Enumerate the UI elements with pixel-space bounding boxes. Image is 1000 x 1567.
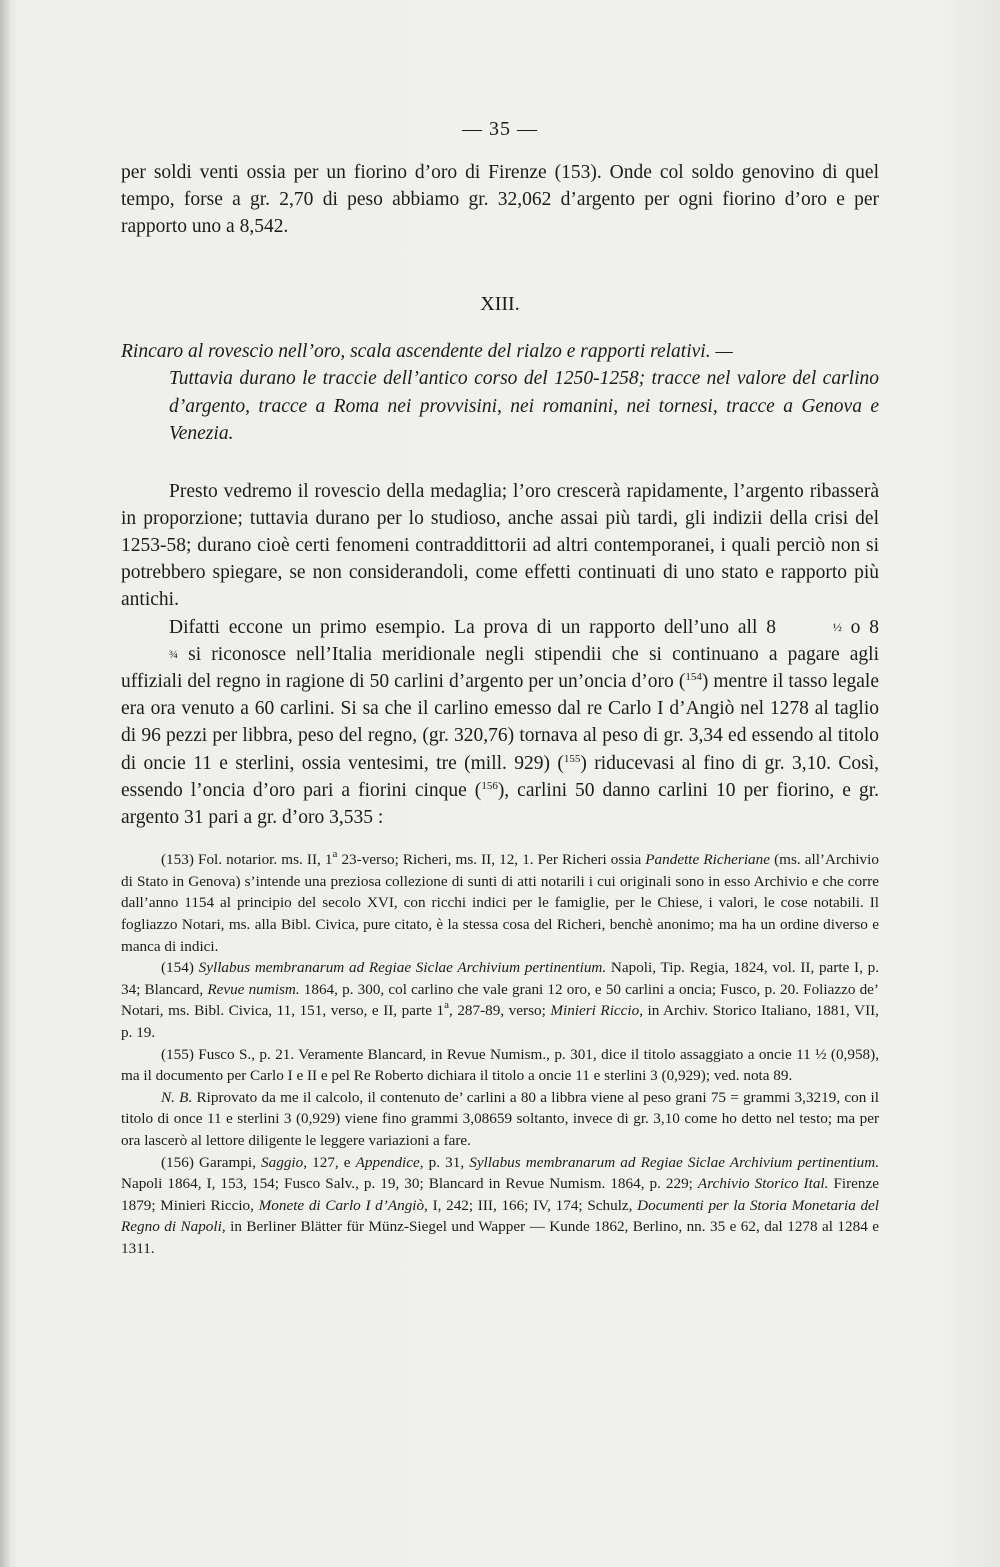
footnote-text: Napoli 1864, I, 153, 154; Fusco Salv., p. 19, 30; Blancard in Revue Numism. 1864, p. 229; [121,1175,698,1193]
fraction-half: ½ [832,619,842,634]
body-p2-text-b: si riconosce nell’Italia meridionale negli stipendii che si continuano a pagare agli uffiziali del regno in ragione di 50 carlini d’argento per un’oncia d’oro ( [121,643,879,693]
section-summary-rest: Tuttavia durano le traccie dell’antico corso del 1250-1258; tracce nel valore del carlino d’argento, tracce a Roma nei provvisini, nei romanini, nei tornesi, tracce a Genova e Venezia. [169,368,879,445]
footnote-155 [121,1044,879,1087]
footnote-title: Archivio Storico Ital. [697,1175,829,1193]
footnote-title: Saggio [261,1153,304,1171]
section-summary-title: Rincaro al rovescio nell’oro, scala ascendente del rialzo e rapporti relativi. — [121,340,733,362]
footnote-text: Garampi, [193,1153,262,1171]
footnote-title: Minieri Riccio [550,1002,640,1020]
section-summary [121,338,879,448]
page-number: — 35 — [462,118,538,140]
footnote-mark: (155) [161,1045,194,1063]
footnote-title: Syllabus membranarum ad Regiae Siclae Archivium pertinentium. [198,959,607,977]
body-p2-text-d: ) riducevasi al fino di gr. 3,10. Così, essendo l’oncia d’oro pari a fiorini cinque ( [121,752,879,801]
footnote-text: 1864, p. 300, col carlino che vale grani 12 oro, e 50 carlini a oncia; Fusco, p. 20. Foliazzo de’ Notari, ms. Bibl. Civica, 11, 151, verso, e II, parte 1 [121,980,879,1020]
footnote-title: Monete di Carlo I d’Angiò [258,1196,425,1214]
footnote-ref-155: 155 [563,752,581,765]
footnote-text: Fusco S., p. 21. Veramente Blancard, in Revue Numism., p. 301, dice il titolo assaggiato a oncie 11 ½ (0,958), ma il documento per Carlo I e II e pel Re Roberto dichiara il titolo a oncie 11 e sterlini 3 (0,929); ved. nota 89. [121,1045,879,1085]
fraction-three-quarters: ¾ [169,646,178,661]
footnote-title: Syllabus membranarum ad Regiae Siclae Archivium pertinentium. [469,1153,879,1171]
footnote-text: , in Berliner Blätter für Münz-Siegel und Wapper — Kunde 1862, Berlino, nn. 35 e 62, dal 1278 al 1284 e 1311. [121,1218,879,1257]
opening-paragraph: per soldi venti ossia per un fiorino d’oro di Firenze (153). Onde col soldo genovino di quel tempo, forse a gr. 2,70 di peso abbiamo gr. 32,062 d’argento per ogni fiorino d’oro e per rapporto uno a 8,542. [121,162,879,238]
footnote-153 [121,849,879,957]
footnote-156 [121,1152,879,1260]
footnote-text: Firenze 1879; Minieri Riccio, [121,1175,879,1214]
footnote-sup: a [332,848,338,861]
footnote-title: Documenti per la Storia Monetaria del Regno di Napoli [121,1196,880,1236]
footnote-sup: a [444,999,449,1012]
footnote-ref-154: 154 [685,671,702,684]
footnote-text: 23-verso; Richeri, ms. II, 12, 1. Per Richeri ossia [337,851,646,869]
body-p2-text-a: Difatti eccone un primo esempio. La prova di un rapporto dell’uno all 8 [169,616,776,638]
footnote-text: Riprovato da me il calcolo, il contenuto de’ carlini a 80 a libbra viene al peso grani 75 = grammi 3,3219, con il titolo di once 11 e sterlini 3 (0,929) viene fino grammi 3,08659 soltanto, invece di gr. 3,10 come ho detto nel testo; ma per ora lascerò al lettore diligente le leggere variazioni a fare. [121,1088,879,1149]
footnote-text: , p. 31, [419,1153,470,1171]
body-paragraph-1: Presto vedremo il rovescio della medaglia; l’oro crescerà rapidamente, l’argento ribasserà in proporzione; tuttavia durano per lo studioso, anche assai più tardi, gli indizii della crisi del 1253-58; durano cioè certi fenomeni contraddittorii ad altri contemporanei, i quali perciò non si potrebbero spiegare, se non considerandoli, come effetti continuati di uno stato e rapporto più antichi. [121,480,879,611]
footnote-title: Revue numism. [207,980,300,998]
footnote-text: , in Archiv. Storico Italiano, 1881, VII, p. 19. [121,1002,879,1041]
footnote-text: , I, 242; III, 166; IV, 174; Schulz, [424,1196,638,1214]
footnote-mark: (156) [161,1153,194,1171]
footnote-text: , 127, e [303,1153,356,1171]
footnote-text: (ms. all’Archivio di Stato in Genova) s’intende una preziosa collezione di sunti di atti notarili i cui originali sono in esso Archivio e che corre dall’anno 1154 al principio del secolo XVI, con ricchi indici per le famiglie, per le Chiese, i valori, le cose notabili. Il fogliazzo Notari, ms. alla Bibl. Civica, pure citato, è la stessa cosa del Richeri, benchè anonimo; ma ha un ordine diverso e manca di indici. [121,851,879,955]
binding-edge [0,0,10,1567]
footnote-title: Appendice [355,1153,420,1171]
footnote-text: Napoli, Tip. Regia, 1824, vol. II, parte I, p. 34; Blancard, [121,959,880,998]
body-p2-text-mid: o 8 [841,616,879,638]
body-p2-text-c: ) mentre il tasso legale era ora venuto a 60 carlini. Si sa che il carlino emesso dal re Carlo I d’Angiò nel 1278 al taglio di 96 pezzi per libbra, peso del regno, (gr. 320,76) tornava al peso di gr. 3,34 ed essendo al titolo di oncie 11 e sterlini, ossia ventesimi, tre (mill. 929) ( [121,671,879,774]
footnote-text: , 287-89, verso; [449,1002,551,1020]
page-content [121,118,879,1260]
section-heading: XIII. [480,292,520,315]
footnote-ref-156: 156 [481,779,498,792]
footnote-154 [121,957,879,1043]
footnotes [121,849,879,1259]
footnote-mark: (153) [161,851,194,869]
footnote-title: Pandette Richeriane [645,851,770,869]
footnote-text: Fol. notarior. ms. II, 1 [193,851,333,869]
body-p2-text-e: ), carlini 50 danno carlini 10 per fiorino, e gr. argento 31 pari a gr. d’oro 3,535 : [121,779,879,829]
body-paragraph-2 [121,614,879,832]
footnote-nota-bene [121,1087,879,1152]
footnote-mark: N. B. [161,1088,193,1106]
footnote-mark: (154) [161,959,194,977]
